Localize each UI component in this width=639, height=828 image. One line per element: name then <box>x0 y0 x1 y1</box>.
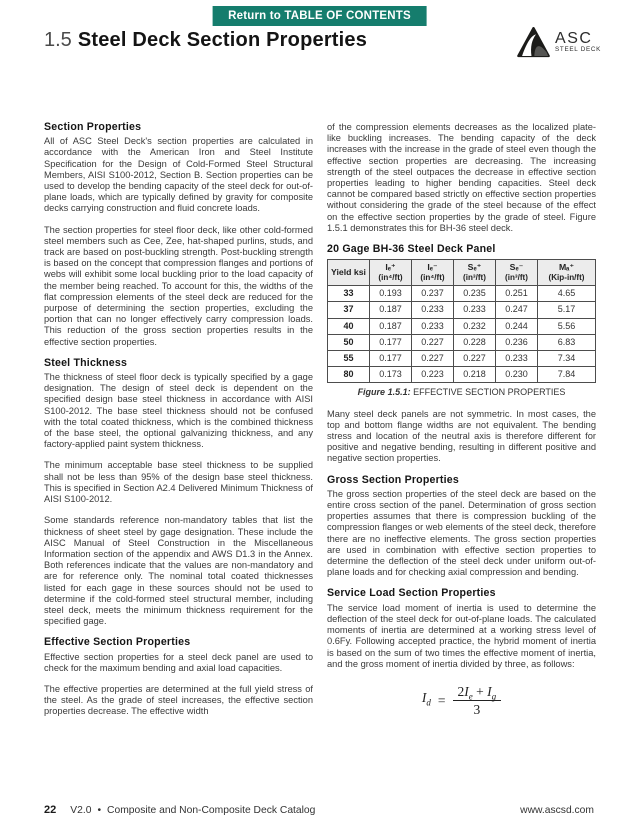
heading-section-properties: Section Properties <box>44 121 142 133</box>
table-cell: 7.84 <box>538 367 596 383</box>
page-footer <box>44 804 594 816</box>
logo-text-steel-deck: STEEL DECK <box>555 46 601 53</box>
paragraph: of the compression elements decreases as the localized plate-like buckling increases. The bending capacity of the deck increases with the increase in the grade of steel even though the effective section properties are decreasing. The increasing strength of the steel outpaces the decrease in effective section properties leading to higher bending capacities. Steel deck cannot be compared based strictly on effective section properties without considering the grade of the steel because of the effect on the effective section properties by the grade of steel. Figure 1.5.1 demonstrates this for BH-36 steel deck. <box>327 122 596 233</box>
catalog-title: Composite and Non-Composite Deck Catalog <box>107 805 316 816</box>
table-cell: 0.223 <box>412 367 454 383</box>
heading-service-load-section-properties: Service Load Section Properties <box>327 587 496 600</box>
table-header-row <box>328 260 596 286</box>
formula-equals: = <box>437 692 446 708</box>
hybrid-moment-of-inertia-formula <box>327 683 596 717</box>
column-header: Sₑ⁺ (in³/ft) <box>454 260 496 286</box>
column-header: Sₑ⁻ (in³/ft) <box>496 260 538 286</box>
footer-bullet: • <box>97 805 102 816</box>
body-columns <box>44 122 596 728</box>
table-cell: 0.173 <box>370 367 412 383</box>
table-cell: 0.236 <box>496 334 538 350</box>
table-cell: 0.247 <box>496 302 538 318</box>
website-link[interactable]: www.ascsd.com <box>520 805 594 816</box>
table-cell: 0.233 <box>412 318 454 334</box>
column-header: Iₑ⁻ (in⁴/ft) <box>412 260 454 286</box>
footer-left <box>44 804 315 816</box>
table-cell: 0.244 <box>496 318 538 334</box>
table-cell: 0.233 <box>496 351 538 367</box>
asc-triangle-icon <box>517 27 550 58</box>
logo-text-asc: ASC <box>555 30 593 47</box>
formula-numerator: $2I_e + I_g$ <box>453 684 502 701</box>
table-cell: 0.177 <box>370 334 412 350</box>
table-cell: 0.237 <box>412 286 454 302</box>
return-to-toc-link[interactable]: Return to TABLE OF CONTENTS <box>212 6 427 26</box>
table-cell: 50 <box>328 334 370 350</box>
table-cell: 40 <box>328 318 370 334</box>
catalog-version: V2.0 <box>70 805 92 816</box>
formula-denominator: 3 <box>473 701 481 717</box>
paragraph: The thickness of steel floor deck is typically specified by a gage designation. The design of steel deck is dependent on the specified design base steel thickness in accordance with AISI S100-2012. The base steel thickness should not be confused with the total coated thickness, which is the combined thickness of the base steel, the optional galvanizing thickness, and any factory-applied paint system thickness. <box>44 372 313 450</box>
table-cell: 55 <box>328 351 370 367</box>
table-cell: 7.34 <box>538 351 596 367</box>
section-number: 1.5 <box>44 29 72 51</box>
logo-wordmark <box>555 27 601 53</box>
formula-fraction <box>453 683 502 717</box>
table-row <box>328 334 596 350</box>
right-column <box>327 122 596 728</box>
table-cell: 5.17 <box>538 302 596 318</box>
table-cell: 0.227 <box>412 351 454 367</box>
figure-caption-label: Figure 1.5.1: <box>357 387 411 398</box>
table-cell: 0.232 <box>454 318 496 334</box>
paragraph: The gross section properties of the steel deck are based on the entire cross section of the panel. Determination of gross section properties assumes that there is compression buckling of the compression flanges or web elements of the steel deck, therefore there are no ineffective elements. The gross section properties are used in combination with effective section properties to determine the deflection of the steel deck under uniform out-of-plane loads and for checking axial compression and bending. <box>327 488 596 578</box>
table-row <box>328 367 596 383</box>
page-number: 22 <box>44 804 57 816</box>
asc-steel-deck-logo <box>517 27 601 58</box>
column-header: Iₑ⁺ (in⁴/ft) <box>370 260 412 286</box>
paragraph: Many steel deck panels are not symmetric. In most cases, the top and bottom flange widths are not equivalent. The bending stress and location of the neutral axis is therefore different for positive and negative bending, resulting in different positive and negative section properties. <box>327 408 596 464</box>
table-cell: 0.227 <box>412 334 454 350</box>
table-row <box>328 318 596 334</box>
heading-effective-section-properties: Effective Section Properties <box>44 636 191 649</box>
table-cell: 80 <box>328 367 370 383</box>
table-cell: 4.65 <box>538 286 596 302</box>
table-cell: 0.233 <box>412 302 454 318</box>
column-header: Mₐ⁺ (Kip-in/ft) <box>538 260 596 286</box>
table-cell: 0.230 <box>496 367 538 383</box>
heading-steel-thickness: Steel Thickness <box>44 356 128 369</box>
heading-gross-section-properties: Gross Section Properties <box>327 473 459 486</box>
left-column <box>44 122 313 728</box>
table-cell: 5.56 <box>538 318 596 334</box>
table-cell: 0.177 <box>370 351 412 367</box>
table-cell: 0.187 <box>370 318 412 334</box>
table-cell: 33 <box>328 286 370 302</box>
paragraph: Effective section properties for a steel deck panel are used to check for the maximum bending and axial load capacities. <box>44 651 313 673</box>
table-cell: 0.193 <box>370 286 412 302</box>
paragraph: Some standards reference non-mandatory tables that list the thickness of sheet steel by gage designation. These include the AISC Manual of Steel Construction in the Miscellaneous Information section of the appendix and AWS D1.3 in the Annex. Both references indicate that the values are non-mandatory and are for reference only. The nominal total coated thicknesses listed for each gage in these sources should not be used to determine if the cold-formed steel structural member, including steel deck, meets the minimum thickness requirement for the specified gage. <box>44 515 313 627</box>
table-cell: 0.235 <box>454 286 496 302</box>
table-row <box>328 351 596 367</box>
paragraph: The minimum acceptable base steel thickness to be supplied shall not be less than 95% of the design base steel thickness. This is specified in Section A2.4 Delivered Minimum Thickness of AISI S100-2012. <box>44 460 313 505</box>
paragraph: All of ASC Steel Deck's section properties are calculated in accordance with the American Iron and Steel Institute Specification for the Design of Cold-Formed Steel Structural Members, AISI S100-2012, Section B. Section properties can be used to develop the bending capacity of the steel deck for out-of-plane loads, which are typically defined by gravity for composite decks carrying construction and fluid concrete loads. <box>44 136 313 214</box>
table-cell: 6.83 <box>538 334 596 350</box>
paragraph: The section properties for steel floor deck, like other cold-formed steel members such as Cee, Zee, hat-shaped purlins, studs, and track are based on post-buckling strength. Post-buckling strength is based on the concept that compression flanges and portions of webs will exhibit some local buckling prior to the load capacity of the member being reached. To account for this, the widths of the flat compression elements of the steel deck are reduced for the purpose of determining the section properties, excluding the portion that can no longer effectively carry compression loads. This reduction of the gross section properties results in the effective section properties. <box>44 224 313 347</box>
section-properties-table <box>327 259 596 383</box>
page-title <box>44 29 367 52</box>
table-cell: 0.227 <box>454 351 496 367</box>
formula-lhs: $I_d$ <box>421 690 431 708</box>
table-cell: 0.251 <box>496 286 538 302</box>
table-row <box>328 302 596 318</box>
section-title: Steel Deck Section Properties <box>77 29 368 51</box>
table-row <box>328 286 596 302</box>
table-cell: 0.233 <box>454 302 496 318</box>
table-title: 20 Gage BH-36 Steel Deck Panel <box>327 243 496 256</box>
column-header: Yield ksi <box>328 260 370 286</box>
table-cell: 0.228 <box>454 334 496 350</box>
table-cell: 0.218 <box>454 367 496 383</box>
paragraph: The service load moment of inertia is used to determine the deflection of the steel deck for out-of-plane loads. The calculated moments of inertia are determined at a working stress level of 0.6Fy. Following accepted practice, the hybrid moment of inertia is based on the sum of two times the effective moment of inertia, and the gross moment of inertia divided by three, as follows: <box>327 602 596 669</box>
table-cell: 0.187 <box>370 302 412 318</box>
paragraph: The effective properties are determined at the full yield stress of the steel. As the grade of steel increases, the effective section properties decrease. The effective width <box>44 683 313 717</box>
figure-caption-text: EFFECTIVE SECTION PROPERTIES <box>410 387 566 398</box>
figure-caption <box>327 387 596 398</box>
table-cell: 37 <box>328 302 370 318</box>
